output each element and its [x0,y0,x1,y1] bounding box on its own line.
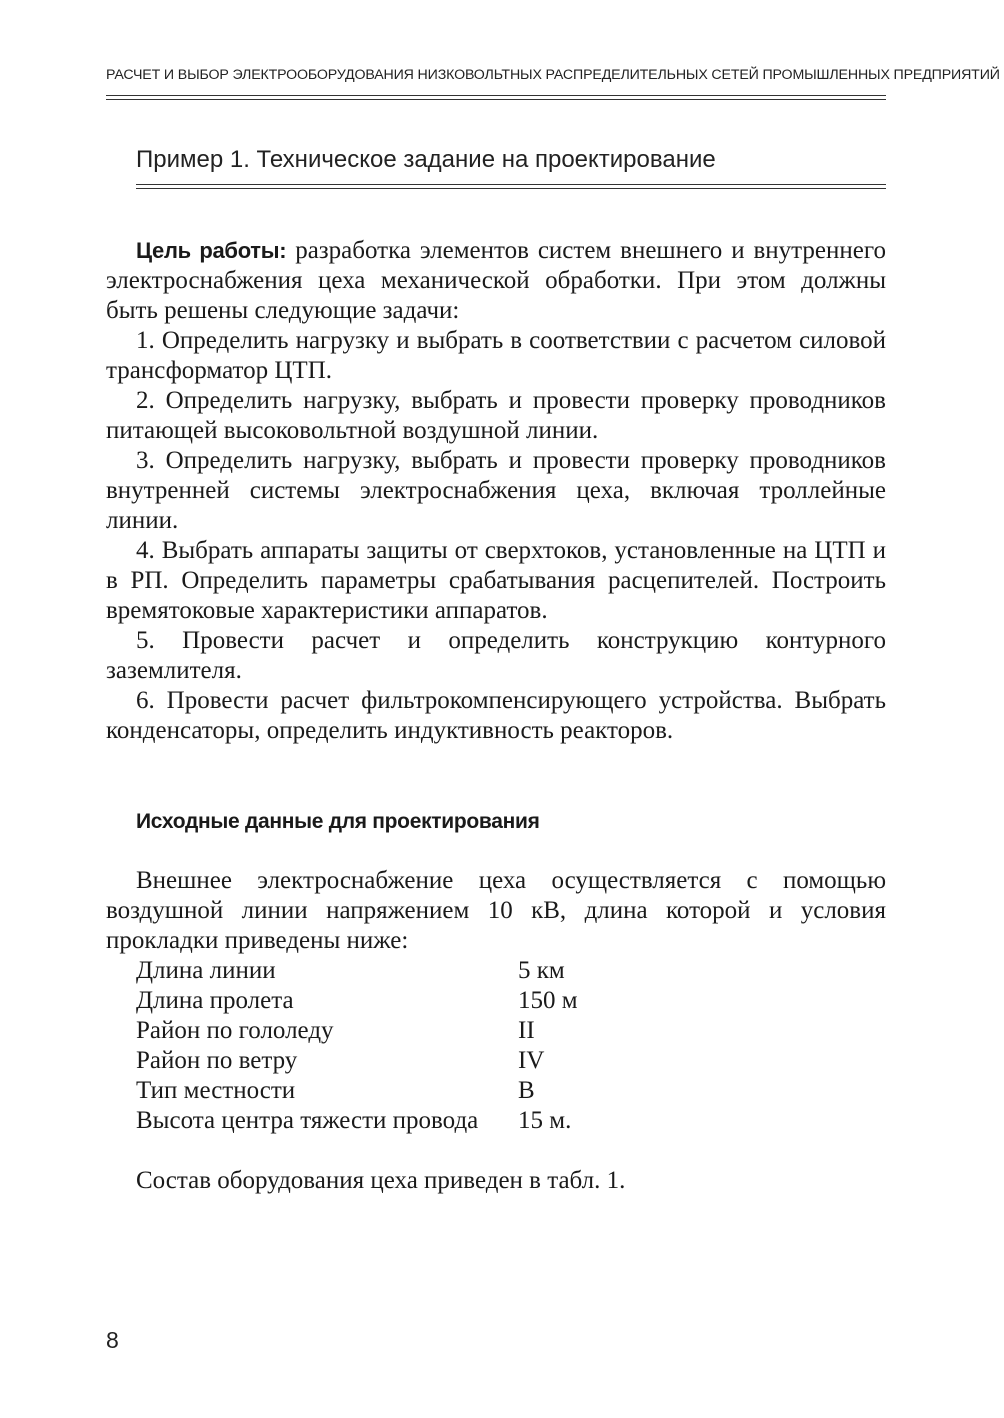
param-name: Тип местности [136,1077,296,1104]
param-row [136,986,578,1016]
param-value: В [518,1077,535,1104]
param-value: 15 м. [518,1107,572,1134]
param-name: Район по гололеду [136,1017,334,1044]
goal-paragraph [106,236,886,326]
closing-text: Состав оборудования цеха приведен в табл. 1. [136,1167,626,1194]
param-name: Длина пролета [136,987,294,1014]
title-rule-bottom [136,188,886,189]
running-header: РАСЧЕТ И ВЫБОР ЭЛЕКТРООБОРУДОВАНИЯ НИЗКОВОЛЬТНЫХ РАСПРЕДЕЛИТЕЛЬНЫХ СЕТЕЙ ПРОМЫШЛЕННЫХ ПРЕДПРИЯТИЙ [106,67,1000,83]
task-item: 5. Провести расчет и определить конструкцию контурного заземлителя. [106,627,886,684]
param-value: 5 км [518,957,565,984]
param-name: Высота центра тяжести провода [136,1107,479,1134]
param-row [136,1046,578,1076]
task-item: 6. Провести расчет фильтрокомпенсирующего устройства. Выбрать конденсаторы, определить индуктивность реакторов. [106,687,886,744]
goal-section [106,236,886,746]
param-value: II [518,1017,535,1044]
page-number: 8 [106,1327,119,1353]
example-title: Пример 1. Техническое задание на проектирование [136,146,716,173]
task-item: 3. Определить нагрузку, выбрать и провести проверку проводников внутренней системы электроснабжения цеха, включая троллейные линии. [106,447,886,534]
title-rule-top [136,184,886,185]
param-row [136,956,578,986]
task-item: 1. Определить нагрузку и выбрать в соответствии с расчетом силовой трансформатор ЦТП. [106,327,886,384]
intro-paragraph: Внешнее электроснабжение цеха осуществляется с помощью воздушной линии напряжением 10 кВ, длина которой и условия прокладки приведены ниже: [106,867,886,954]
param-row [136,1076,578,1106]
param-value: IV [518,1047,545,1074]
param-value: 150 м [518,987,578,1014]
line-params-list [136,956,578,1136]
header-rule-top [106,95,886,96]
param-name: Район по ветру [136,1047,298,1074]
header-rule-bottom [106,99,886,100]
param-name: Длина линии [136,957,276,984]
section-heading: Исходные данные для проектирования [136,810,540,833]
param-row [136,1016,578,1046]
goal-text: разработка элементов систем внешнего и внутреннего электроснабжения цеха механической обработки. При этом должны быть решены следующие задачи: [106,237,886,324]
goal-label: Цель работы: [136,238,287,263]
intro-section [106,866,886,956]
task-item: 4. Выбрать аппараты защиты от сверхтоков, установленные на ЦТП и в РП. Определить параметры срабатывания расцепителей. Построить времятоковые характеристики аппаратов. [106,537,886,624]
task-item: 2. Определить нагрузку, выбрать и провести проверку проводников питающей высоковольтной воздушной линии. [106,387,886,444]
param-row [136,1106,578,1136]
